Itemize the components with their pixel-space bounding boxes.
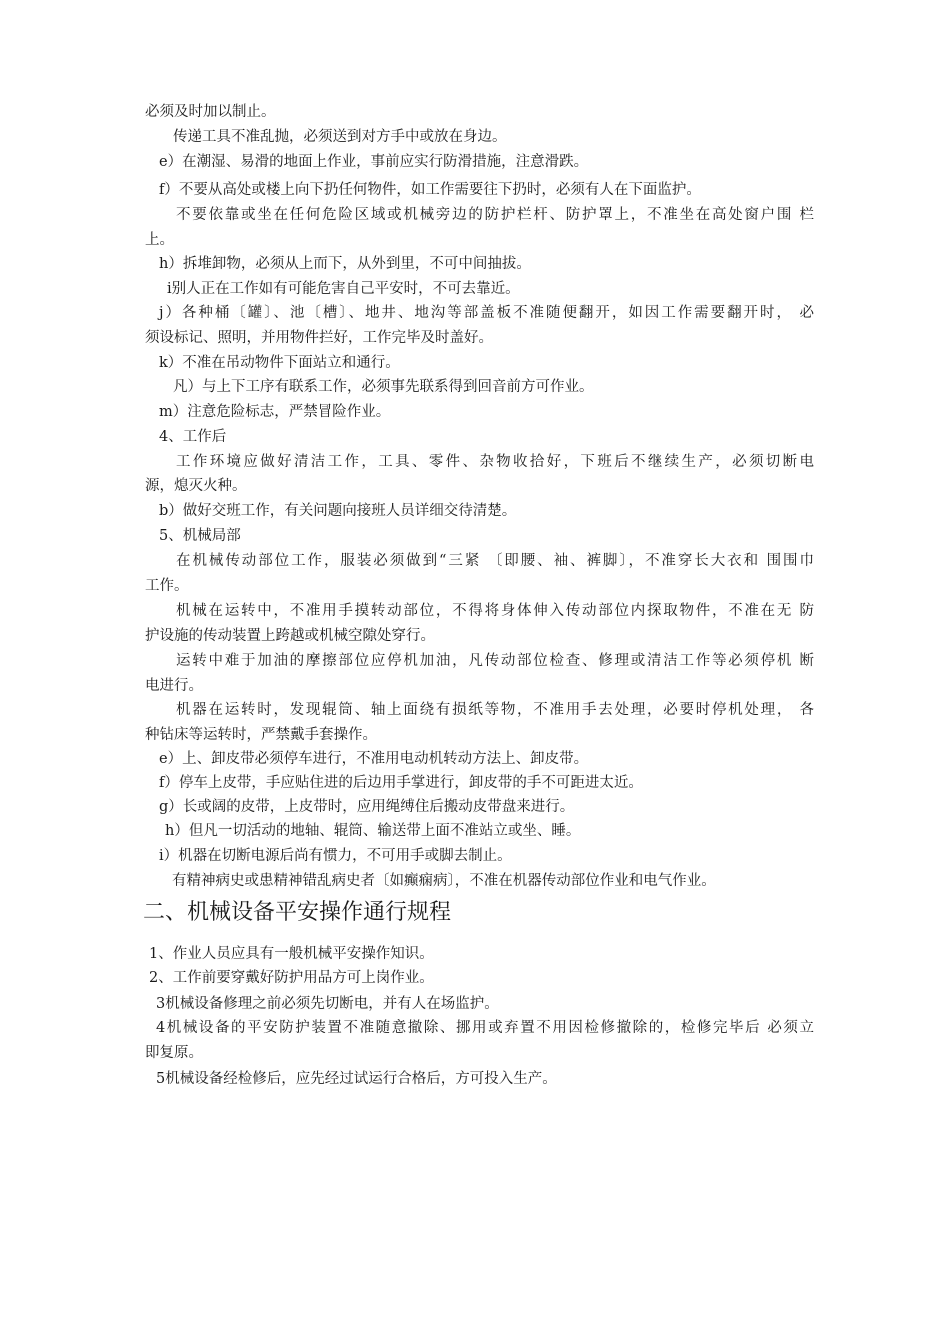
text-line: 运转中难于加油的摩擦部位应停机加油，凡传动部位检查、修理或清洁工作等必须停机 断 (176, 653, 814, 669)
text-line: b）做好交班工作，有关问题向接班人员详细交待清楚。 (159, 503, 517, 519)
section-heading: 二、机械设备平安操作通行规程 (143, 900, 452, 925)
text-line: 机械在运转中，不准用手摸转动部位，不得将身体伸入传动部位内探取物件，不准在无 防 (176, 603, 814, 619)
text-line: 1、作业人员应具有一般机械平安操作知识。 (149, 946, 434, 962)
text-line: f）不要从高处或楼上向下扔任何物件，如工作需要往下扔时，必须有人在下面监护。 (159, 182, 701, 198)
text-line: m）注意危险标志，严禁冒险作业。 (159, 404, 391, 420)
text-line: 在机械传动部位工作，服装必须做到“三紧 〔即腰、袖、裤脚〕，不准穿长大衣和 围围巾 (176, 553, 814, 569)
text-line: 机器在运转时，发现辊筒、轴上面绕有损纸等物，不准用手去处理，必要时停机处理， 各 (176, 702, 814, 718)
text-line: 4机械设备的平安防护装置不准随意撤除、挪用或弃置不用因检修撤除的，检修完毕后 必须立 (156, 1020, 814, 1036)
text-line: 源，熄灭火种。 (145, 478, 247, 494)
text-line: 护设施的传动装置上跨越或机械空隙处穿行。 (145, 628, 435, 644)
text-line: 上。 (145, 232, 174, 248)
text-line: k）不准在吊动物件下面站立和通行。 (159, 355, 400, 371)
text-line: e）在潮湿、易滑的地面上作业，事前应实行防滑措施，注意滑跌。 (159, 154, 589, 170)
text-line: h）拆堆卸物，必须从上而下，从外到里，不可中间抽拔。 (159, 256, 531, 272)
text-line: 电进行。 (145, 678, 203, 694)
text-line: 有精神病史或患精神错乱病史者〔如癫痫病〕，不准在机器传动部位作业和电气作业。 (172, 873, 716, 889)
section-subheading: 5、机械局部 (159, 528, 241, 544)
text-line: 须设标记、照明，并用物件拦好，工作完毕及时盖好。 (145, 330, 493, 346)
text-line: 3机械设备修理之前必须先切断电，并有人在场监护。 (156, 996, 499, 1012)
text-line: 工作。 (145, 578, 189, 594)
text-line: 种钻床等运转时，严禁戴手套操作。 (145, 727, 377, 743)
text-line: g）长或阔的皮带，上皮带时，应用绳缚住后搬动皮带盘来进行。 (159, 799, 575, 815)
text-line: 不要依靠或坐在任何危险区域或机械旁边的防护栏杆、防护罩上，不准坐在高处窗户围 栏 (176, 207, 814, 223)
text-line: 传递工具不准乱抛，必须送到对方手中或放在身边。 (173, 129, 507, 145)
text-line: i）机器在切断电源后尚有惯力，不可用手或脚去制止。 (159, 848, 512, 864)
text-line: 2、工作前要穿戴好防护用品方可上岗作业。 (149, 970, 434, 986)
text-line: 5机械设备经检修后，应先经过试运行合格后，方可投入生产。 (156, 1071, 557, 1087)
text-line: h）但凡一切活动的地轴、辊筒、输送带上面不准站立或坐、睡。 (165, 823, 581, 839)
section-subheading: 4、工作后 (159, 429, 227, 445)
text-line: 凡）与上下工序有联系工作，必须事先联系得到回音前方可作业。 (173, 379, 594, 395)
text-line: 必须及时加以制止。 (145, 104, 276, 120)
text-line: e）上、卸皮带必须停车进行，不准用电动机转动方法上、卸皮带。 (159, 751, 589, 767)
text-line: i别人正在工作如有可能危害自己平安时，不可去靠近。 (167, 281, 520, 297)
text-line: 即复原。 (145, 1045, 203, 1061)
text-line: 工作环境应做好清洁工作，工具、零件、杂物收拾好，下班后不继续生产，必须切断电 (176, 454, 814, 470)
text-line: j）各种桶〔罐〕、池〔槽〕、地井、地沟等部盖板不准随便翻开，如因工作需要翻开时， 必 (159, 305, 814, 321)
text-line: f）停车上皮带，手应贴住进的后边用手掌进行，卸皮带的手不可距进太近。 (159, 775, 643, 791)
